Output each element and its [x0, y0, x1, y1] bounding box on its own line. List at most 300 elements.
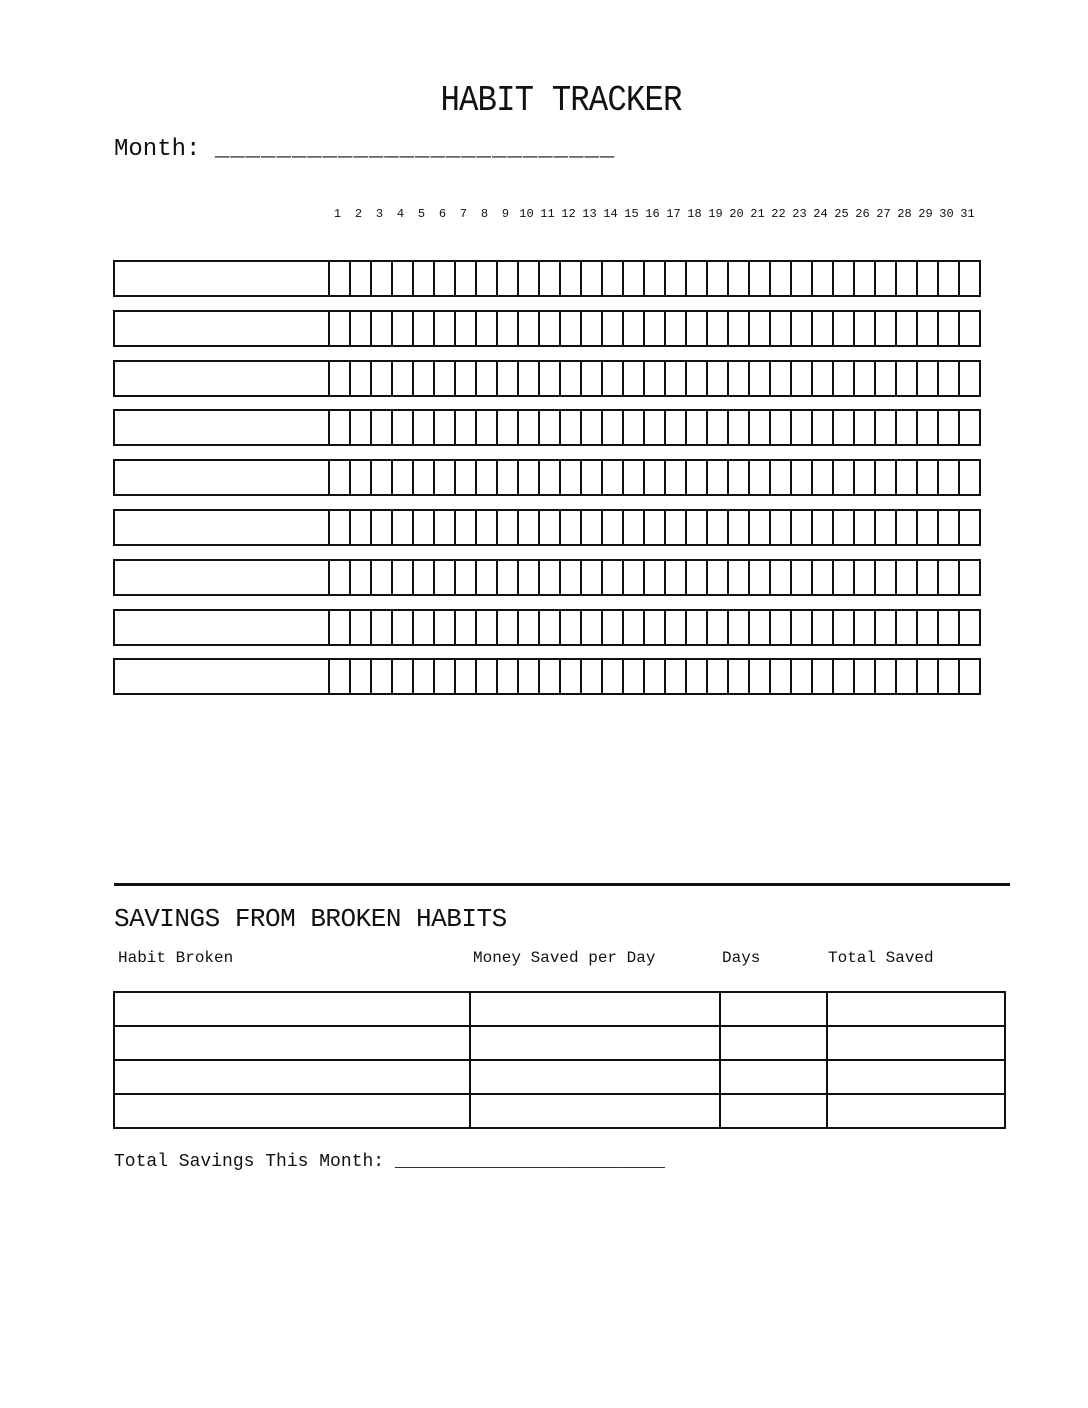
day-checkbox[interactable] [685, 509, 706, 546]
day-checkbox[interactable] [433, 260, 454, 297]
day-checkbox[interactable] [706, 509, 727, 546]
day-checkbox[interactable] [412, 609, 433, 646]
day-checkbox[interactable] [412, 509, 433, 546]
day-checkbox[interactable] [769, 360, 790, 397]
day-checkbox[interactable] [412, 559, 433, 596]
day-checkbox[interactable] [433, 658, 454, 695]
day-checkbox[interactable] [769, 658, 790, 695]
day-checkbox[interactable] [748, 409, 769, 446]
day-checkbox[interactable] [874, 409, 895, 446]
day-checkbox[interactable] [622, 360, 643, 397]
day-checkbox[interactable] [727, 658, 748, 695]
day-checkbox[interactable] [475, 658, 496, 695]
day-checkbox[interactable] [895, 310, 916, 347]
day-checkbox[interactable] [748, 360, 769, 397]
day-checkbox[interactable] [559, 609, 580, 646]
day-checkbox[interactable] [328, 310, 349, 347]
day-checkbox[interactable] [349, 509, 370, 546]
day-checkbox[interactable] [895, 260, 916, 297]
money-saved-cell[interactable] [470, 1060, 720, 1094]
day-checkbox[interactable] [811, 459, 832, 496]
total-saved-cell[interactable] [827, 1026, 1005, 1060]
day-checkbox[interactable] [769, 260, 790, 297]
day-checkbox[interactable] [832, 459, 853, 496]
day-checkbox[interactable] [727, 310, 748, 347]
day-checkbox[interactable] [622, 459, 643, 496]
day-checkbox[interactable] [349, 658, 370, 695]
day-checkbox[interactable] [685, 559, 706, 596]
day-checkbox[interactable] [832, 509, 853, 546]
day-checkbox[interactable] [496, 260, 517, 297]
day-checkbox[interactable] [664, 609, 685, 646]
day-checkbox[interactable] [496, 310, 517, 347]
day-checkbox[interactable] [790, 459, 811, 496]
day-checkbox[interactable] [727, 260, 748, 297]
day-checkbox[interactable] [496, 609, 517, 646]
day-checkbox[interactable] [601, 409, 622, 446]
day-checkbox[interactable] [895, 409, 916, 446]
day-checkbox[interactable] [643, 260, 664, 297]
day-checkbox[interactable] [454, 658, 475, 695]
day-checkbox[interactable] [496, 509, 517, 546]
day-checkbox[interactable] [391, 360, 412, 397]
day-checkbox[interactable] [811, 409, 832, 446]
day-checkbox[interactable] [391, 260, 412, 297]
day-checkbox[interactable] [748, 509, 769, 546]
day-checkbox[interactable] [832, 310, 853, 347]
day-checkbox[interactable] [643, 509, 664, 546]
day-checkbox[interactable] [496, 658, 517, 695]
day-checkbox[interactable] [748, 609, 769, 646]
day-checkbox[interactable] [790, 260, 811, 297]
day-checkbox[interactable] [454, 609, 475, 646]
day-checkbox[interactable] [874, 360, 895, 397]
day-checkbox[interactable] [685, 360, 706, 397]
day-checkbox[interactable] [769, 409, 790, 446]
day-checkbox[interactable] [916, 409, 937, 446]
day-checkbox[interactable] [769, 310, 790, 347]
month-field[interactable] [114, 136, 615, 163]
day-checkbox[interactable] [580, 559, 601, 596]
day-checkbox[interactable] [853, 658, 874, 695]
day-checkbox[interactable] [874, 609, 895, 646]
day-checkbox[interactable] [643, 409, 664, 446]
day-checkbox[interactable] [748, 310, 769, 347]
day-checkbox[interactable] [454, 260, 475, 297]
day-checkbox[interactable] [811, 559, 832, 596]
day-checkbox[interactable] [895, 658, 916, 695]
day-checkbox[interactable] [727, 459, 748, 496]
day-checkbox[interactable] [853, 360, 874, 397]
day-checkbox[interactable] [937, 260, 958, 297]
day-checkbox[interactable] [916, 459, 937, 496]
day-checkbox[interactable] [622, 260, 643, 297]
day-checkbox[interactable] [370, 310, 391, 347]
day-checkbox[interactable] [349, 609, 370, 646]
day-checkbox[interactable] [790, 559, 811, 596]
day-checkbox[interactable] [958, 310, 981, 347]
day-checkbox[interactable] [517, 260, 538, 297]
day-checkbox[interactable] [517, 360, 538, 397]
day-checkbox[interactable] [706, 658, 727, 695]
day-checkbox[interactable] [748, 658, 769, 695]
day-checkbox[interactable] [706, 609, 727, 646]
day-checkbox[interactable] [475, 509, 496, 546]
day-checkbox[interactable] [706, 310, 727, 347]
day-checkbox[interactable] [706, 260, 727, 297]
habit-name-box[interactable] [113, 260, 328, 297]
day-checkbox[interactable] [454, 509, 475, 546]
day-checkbox[interactable] [643, 459, 664, 496]
day-checkbox[interactable] [475, 360, 496, 397]
day-checkbox[interactable] [559, 459, 580, 496]
day-checkbox[interactable] [601, 609, 622, 646]
day-checkbox[interactable] [874, 509, 895, 546]
day-checkbox[interactable] [895, 559, 916, 596]
habit-name-box[interactable] [113, 459, 328, 496]
day-checkbox[interactable] [559, 310, 580, 347]
day-checkbox[interactable] [328, 409, 349, 446]
day-checkbox[interactable] [958, 609, 981, 646]
day-checkbox[interactable] [580, 459, 601, 496]
day-checkbox[interactable] [706, 559, 727, 596]
day-checkbox[interactable] [643, 658, 664, 695]
day-checkbox[interactable] [517, 310, 538, 347]
day-checkbox[interactable] [622, 509, 643, 546]
day-checkbox[interactable] [916, 509, 937, 546]
day-checkbox[interactable] [538, 509, 559, 546]
day-checkbox[interactable] [937, 609, 958, 646]
total-savings-field[interactable] [114, 1152, 665, 1172]
day-checkbox[interactable] [433, 409, 454, 446]
habit-name-box[interactable] [113, 310, 328, 347]
day-checkbox[interactable] [832, 559, 853, 596]
day-checkbox[interactable] [475, 409, 496, 446]
day-checkbox[interactable] [433, 310, 454, 347]
day-checkbox[interactable] [790, 609, 811, 646]
day-checkbox[interactable] [391, 559, 412, 596]
day-checkbox[interactable] [538, 310, 559, 347]
day-checkbox[interactable] [853, 609, 874, 646]
day-checkbox[interactable] [412, 658, 433, 695]
day-checkbox[interactable] [496, 360, 517, 397]
day-checkbox[interactable] [433, 559, 454, 596]
day-checkbox[interactable] [643, 559, 664, 596]
day-checkbox[interactable] [790, 658, 811, 695]
day-checkbox[interactable] [832, 609, 853, 646]
day-checkbox[interactable] [958, 409, 981, 446]
day-checkbox[interactable] [727, 360, 748, 397]
day-checkbox[interactable] [601, 509, 622, 546]
day-checkbox[interactable] [538, 459, 559, 496]
day-checkbox[interactable] [517, 409, 538, 446]
day-checkbox[interactable] [580, 658, 601, 695]
day-checkbox[interactable] [937, 509, 958, 546]
day-checkbox[interactable] [370, 459, 391, 496]
day-checkbox[interactable] [853, 260, 874, 297]
day-checkbox[interactable] [790, 509, 811, 546]
day-checkbox[interactable] [370, 509, 391, 546]
day-checkbox[interactable] [580, 360, 601, 397]
day-checkbox[interactable] [601, 310, 622, 347]
money-saved-cell[interactable] [470, 1026, 720, 1060]
money-saved-cell[interactable] [470, 1094, 720, 1128]
day-checkbox[interactable] [328, 559, 349, 596]
day-checkbox[interactable] [832, 260, 853, 297]
habit-broken-cell[interactable] [114, 1094, 470, 1128]
day-checkbox[interactable] [580, 409, 601, 446]
day-checkbox[interactable] [559, 360, 580, 397]
day-checkbox[interactable] [916, 260, 937, 297]
day-checkbox[interactable] [622, 559, 643, 596]
day-checkbox[interactable] [538, 360, 559, 397]
day-checkbox[interactable] [433, 609, 454, 646]
day-checkbox[interactable] [685, 658, 706, 695]
day-checkbox[interactable] [517, 609, 538, 646]
day-checkbox[interactable] [496, 559, 517, 596]
day-checkbox[interactable] [349, 260, 370, 297]
day-checkbox[interactable] [643, 360, 664, 397]
day-checkbox[interactable] [475, 310, 496, 347]
total-saved-cell[interactable] [827, 1060, 1005, 1094]
day-checkbox[interactable] [433, 360, 454, 397]
day-checkbox[interactable] [454, 310, 475, 347]
day-checkbox[interactable] [664, 509, 685, 546]
day-checkbox[interactable] [454, 409, 475, 446]
day-checkbox[interactable] [580, 609, 601, 646]
day-checkbox[interactable] [559, 658, 580, 695]
day-checkbox[interactable] [454, 559, 475, 596]
day-checkbox[interactable] [601, 459, 622, 496]
day-checkbox[interactable] [370, 658, 391, 695]
day-checkbox[interactable] [517, 459, 538, 496]
day-checkbox[interactable] [853, 310, 874, 347]
day-checkbox[interactable] [958, 459, 981, 496]
day-checkbox[interactable] [790, 409, 811, 446]
day-checkbox[interactable] [874, 559, 895, 596]
day-checkbox[interactable] [664, 310, 685, 347]
day-checkbox[interactable] [685, 310, 706, 347]
day-checkbox[interactable] [958, 260, 981, 297]
day-checkbox[interactable] [916, 609, 937, 646]
day-checkbox[interactable] [559, 409, 580, 446]
habit-broken-cell[interactable] [114, 1060, 470, 1094]
day-checkbox[interactable] [811, 360, 832, 397]
day-checkbox[interactable] [391, 609, 412, 646]
day-checkbox[interactable] [916, 559, 937, 596]
day-checkbox[interactable] [370, 559, 391, 596]
day-checkbox[interactable] [727, 509, 748, 546]
day-checkbox[interactable] [370, 360, 391, 397]
day-checkbox[interactable] [685, 409, 706, 446]
day-checkbox[interactable] [853, 559, 874, 596]
day-checkbox[interactable] [874, 658, 895, 695]
days-cell[interactable] [720, 1060, 827, 1094]
day-checkbox[interactable] [748, 260, 769, 297]
day-checkbox[interactable] [748, 459, 769, 496]
day-checkbox[interactable] [349, 360, 370, 397]
total-savings-blank-line[interactable]: _________________________ [394, 1152, 665, 1172]
day-checkbox[interactable] [874, 310, 895, 347]
day-checkbox[interactable] [412, 310, 433, 347]
habit-name-box[interactable] [113, 658, 328, 695]
day-checkbox[interactable] [853, 409, 874, 446]
day-checkbox[interactable] [664, 409, 685, 446]
day-checkbox[interactable] [517, 658, 538, 695]
day-checkbox[interactable] [475, 459, 496, 496]
day-checkbox[interactable] [664, 658, 685, 695]
day-checkbox[interactable] [328, 509, 349, 546]
habit-name-box[interactable] [113, 609, 328, 646]
day-checkbox[interactable] [349, 559, 370, 596]
day-checkbox[interactable] [391, 310, 412, 347]
day-checkbox[interactable] [328, 459, 349, 496]
total-saved-cell[interactable] [827, 992, 1005, 1026]
day-checkbox[interactable] [622, 409, 643, 446]
day-checkbox[interactable] [349, 310, 370, 347]
day-checkbox[interactable] [580, 509, 601, 546]
day-checkbox[interactable] [685, 459, 706, 496]
day-checkbox[interactable] [475, 609, 496, 646]
day-checkbox[interactable] [643, 609, 664, 646]
day-checkbox[interactable] [937, 658, 958, 695]
habit-name-box[interactable] [113, 559, 328, 596]
day-checkbox[interactable] [454, 360, 475, 397]
day-checkbox[interactable] [916, 360, 937, 397]
day-checkbox[interactable] [601, 260, 622, 297]
day-checkbox[interactable] [790, 310, 811, 347]
day-checkbox[interactable] [937, 559, 958, 596]
day-checkbox[interactable] [412, 409, 433, 446]
day-checkbox[interactable] [685, 609, 706, 646]
day-checkbox[interactable] [601, 559, 622, 596]
day-checkbox[interactable] [664, 559, 685, 596]
day-checkbox[interactable] [538, 260, 559, 297]
total-saved-cell[interactable] [827, 1094, 1005, 1128]
day-checkbox[interactable] [349, 409, 370, 446]
day-checkbox[interactable] [433, 459, 454, 496]
habit-name-box[interactable] [113, 409, 328, 446]
day-checkbox[interactable] [370, 609, 391, 646]
day-checkbox[interactable] [727, 409, 748, 446]
day-checkbox[interactable] [643, 310, 664, 347]
habit-name-box[interactable] [113, 509, 328, 546]
days-cell[interactable] [720, 1094, 827, 1128]
day-checkbox[interactable] [895, 509, 916, 546]
day-checkbox[interactable] [853, 459, 874, 496]
day-checkbox[interactable] [496, 459, 517, 496]
day-checkbox[interactable] [412, 360, 433, 397]
day-checkbox[interactable] [916, 310, 937, 347]
habit-broken-cell[interactable] [114, 992, 470, 1026]
day-checkbox[interactable] [538, 559, 559, 596]
day-checkbox[interactable] [601, 360, 622, 397]
habit-name-box[interactable] [113, 360, 328, 397]
day-checkbox[interactable] [370, 260, 391, 297]
day-checkbox[interactable] [706, 459, 727, 496]
day-checkbox[interactable] [748, 559, 769, 596]
day-checkbox[interactable] [601, 658, 622, 695]
day-checkbox[interactable] [958, 360, 981, 397]
day-checkbox[interactable] [685, 260, 706, 297]
day-checkbox[interactable] [664, 260, 685, 297]
day-checkbox[interactable] [538, 609, 559, 646]
day-checkbox[interactable] [769, 559, 790, 596]
day-checkbox[interactable] [727, 609, 748, 646]
day-checkbox[interactable] [769, 509, 790, 546]
day-checkbox[interactable] [874, 260, 895, 297]
day-checkbox[interactable] [559, 559, 580, 596]
days-cell[interactable] [720, 1026, 827, 1060]
day-checkbox[interactable] [475, 260, 496, 297]
day-checkbox[interactable] [328, 260, 349, 297]
day-checkbox[interactable] [853, 509, 874, 546]
day-checkbox[interactable] [475, 559, 496, 596]
day-checkbox[interactable] [895, 360, 916, 397]
day-checkbox[interactable] [580, 260, 601, 297]
day-checkbox[interactable] [622, 609, 643, 646]
day-checkbox[interactable] [895, 609, 916, 646]
day-checkbox[interactable] [790, 360, 811, 397]
day-checkbox[interactable] [832, 658, 853, 695]
day-checkbox[interactable] [664, 360, 685, 397]
day-checkbox[interactable] [937, 310, 958, 347]
day-checkbox[interactable] [895, 459, 916, 496]
day-checkbox[interactable] [706, 360, 727, 397]
day-checkbox[interactable] [706, 409, 727, 446]
day-checkbox[interactable] [391, 658, 412, 695]
day-checkbox[interactable] [937, 409, 958, 446]
day-checkbox[interactable] [412, 459, 433, 496]
day-checkbox[interactable] [580, 310, 601, 347]
day-checkbox[interactable] [559, 509, 580, 546]
day-checkbox[interactable] [769, 459, 790, 496]
day-checkbox[interactable] [328, 658, 349, 695]
day-checkbox[interactable] [727, 559, 748, 596]
day-checkbox[interactable] [832, 409, 853, 446]
day-checkbox[interactable] [559, 260, 580, 297]
day-checkbox[interactable] [454, 459, 475, 496]
day-checkbox[interactable] [958, 658, 981, 695]
day-checkbox[interactable] [517, 559, 538, 596]
day-checkbox[interactable] [916, 658, 937, 695]
day-checkbox[interactable] [391, 459, 412, 496]
day-checkbox[interactable] [328, 609, 349, 646]
day-checkbox[interactable] [811, 609, 832, 646]
day-checkbox[interactable] [811, 260, 832, 297]
day-checkbox[interactable] [958, 509, 981, 546]
day-checkbox[interactable] [832, 360, 853, 397]
day-checkbox[interactable] [622, 310, 643, 347]
day-checkbox[interactable] [958, 559, 981, 596]
day-checkbox[interactable] [349, 459, 370, 496]
day-checkbox[interactable] [937, 360, 958, 397]
day-checkbox[interactable] [370, 409, 391, 446]
day-checkbox[interactable] [811, 509, 832, 546]
day-checkbox[interactable] [391, 409, 412, 446]
day-checkbox[interactable] [538, 409, 559, 446]
day-checkbox[interactable] [433, 509, 454, 546]
day-checkbox[interactable] [391, 509, 412, 546]
day-checkbox[interactable] [622, 658, 643, 695]
day-checkbox[interactable] [412, 260, 433, 297]
day-checkbox[interactable] [874, 459, 895, 496]
month-blank-line[interactable]: __________________________ [214, 136, 616, 163]
day-checkbox[interactable] [937, 459, 958, 496]
day-checkbox[interactable] [769, 609, 790, 646]
day-checkbox[interactable] [811, 310, 832, 347]
habit-broken-cell[interactable] [114, 1026, 470, 1060]
